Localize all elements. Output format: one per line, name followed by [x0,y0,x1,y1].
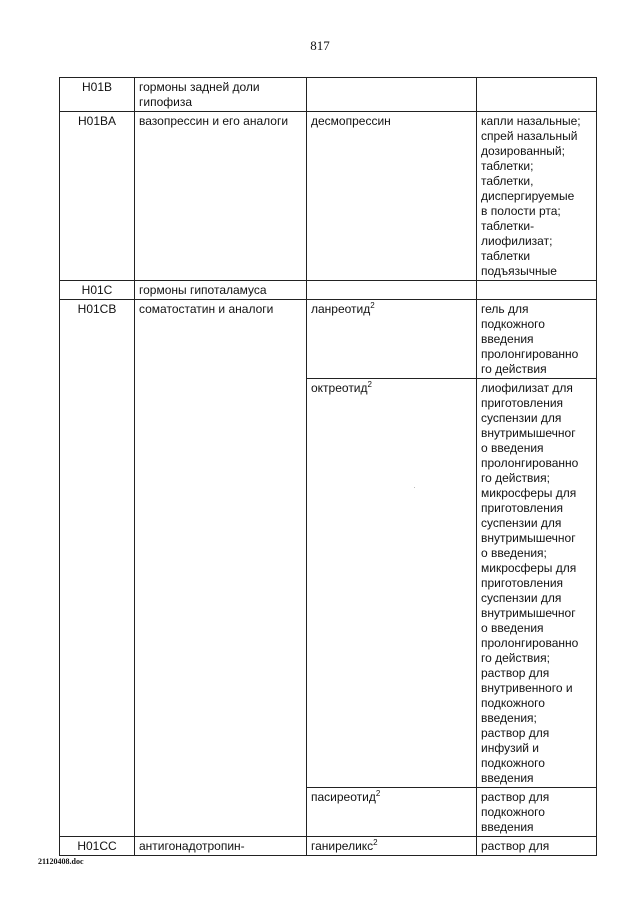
dosage-form-cell [477,837,597,856]
dosage-form-line: го действия; [481,651,550,665]
dosage-form-line: таблетки- [481,219,535,233]
dosage-form-line: внутримышечног [481,606,576,620]
dosage-form-line: о введения [481,441,544,455]
dosage-form-line: подкожного [481,317,545,331]
drug-name: ланреотид [311,302,371,316]
drug-name-cell [307,112,477,281]
group-name-cell: вазопрессин и его аналоги [135,112,307,281]
dosage-form-line: внутримышечног [481,426,576,440]
dosage-form-line: капли назальные; [481,114,581,128]
table-row-h01c [60,281,597,300]
table-row-h01cc [60,837,597,856]
drug-classification-table-container [59,77,596,856]
dosage-form-line: введения [481,332,534,346]
drug-name-cell [307,300,477,379]
dosage-form-line: приготовления [481,576,564,590]
dosage-form-line: микросферы для [481,561,577,575]
footer-filename: 21120408.doc [38,857,84,866]
atc-code-cell: H01C [60,281,135,300]
dosage-form-cell [477,788,597,837]
dosage-form-line: введения [481,820,534,834]
group-name-cell: гормоны гипоталамуса [135,281,307,300]
dosage-form-line: таблетки [481,249,531,263]
dosage-form-line: дозированный; [481,144,565,158]
dosage-form-line: пролонгированно [481,636,579,650]
dosage-form-line: подъязычные [481,264,557,278]
drug-name: десмопрессин [311,114,391,128]
dosage-form-line: внутривенного и [481,681,573,695]
dosage-form-line: о введения [481,621,544,635]
group-name-cell: антигонадотропин- [135,837,307,856]
dosage-form-line: введения [481,771,534,785]
dosage-form-line: спрей назальный [481,129,578,143]
drug-classification-table [59,77,597,856]
drug-name: октреотид [311,381,368,395]
atc-code-cell: H01B [60,78,135,112]
dosage-form-line: диспергируемые [481,189,575,203]
drug-name-cell [307,379,477,788]
dosage-form-line: подкожного [481,696,545,710]
atc-code-cell: H01BA [60,112,135,281]
drug-name-cell [307,281,477,300]
dosage-form-line: подкожного [481,805,545,819]
dosage-form-line: го действия [481,362,547,376]
dosage-form-cell [477,112,597,281]
dosage-form-cell [477,379,597,788]
footnote-marker: 2 [367,380,372,389]
dosage-form-line: лиофилизат для [481,381,573,395]
page-number: 817 [310,38,330,53]
dosage-form-line: суспензии для [481,411,562,425]
dosage-form-cell [477,78,597,112]
table-row-h01cb [60,300,597,379]
atc-code-cell: H01CC [60,837,135,856]
dosage-form-line: гель для [481,302,529,316]
dosage-form-line: подкожного [481,756,545,770]
dosage-form-line: о введения; [481,546,547,560]
dosage-form-line: раствор для [481,666,550,680]
dosage-form-line: го действия; [481,471,550,485]
footnote-marker: 2 [375,789,381,798]
drug-name: пасиреотид [311,790,376,804]
dosage-form-cell [477,281,597,300]
drug-name-cell [307,788,477,837]
drug-name-cell [307,837,477,856]
group-name-cell: соматостатин и аналоги [135,300,307,837]
dosage-form-line: пролонгированно [481,347,579,361]
dosage-form-line: таблетки, [481,174,534,188]
dosage-form-line: лиофилизат; [481,234,553,248]
dosage-form-line: приготовления [481,396,564,410]
dosage-form-line: внутримышечног [481,531,576,545]
dosage-form-line: суспензии для [481,516,562,530]
scan-speck [414,487,415,488]
dosage-form-line: микросферы для [481,486,577,500]
dosage-form-line: в полости рта; [481,204,561,218]
dosage-form-line: введения; [481,711,537,725]
table-row-h01b [60,78,597,112]
group-name-cell: гормоны задней доли гипофиза [135,78,307,112]
dosage-form-line: приготовления [481,501,564,515]
dosage-form-line: инфузий и [481,741,540,755]
atc-code-cell: H01CB [60,300,135,837]
dosage-form-line: пролонгированно [481,456,579,470]
drug-name: ганиреликс [311,839,374,853]
drug-name-cell [307,78,477,112]
footnote-marker: 2 [373,838,378,847]
table-row-h01ba [60,112,597,281]
dosage-form-line: раствор для [481,790,550,804]
dosage-form-line: раствор для [481,726,550,740]
dosage-form-line: раствор для [481,839,550,853]
footnote-marker: 2 [370,301,375,310]
dosage-form-line: суспензии для [481,591,562,605]
dosage-form-line: таблетки; [481,159,534,173]
dosage-form-cell [477,300,597,379]
